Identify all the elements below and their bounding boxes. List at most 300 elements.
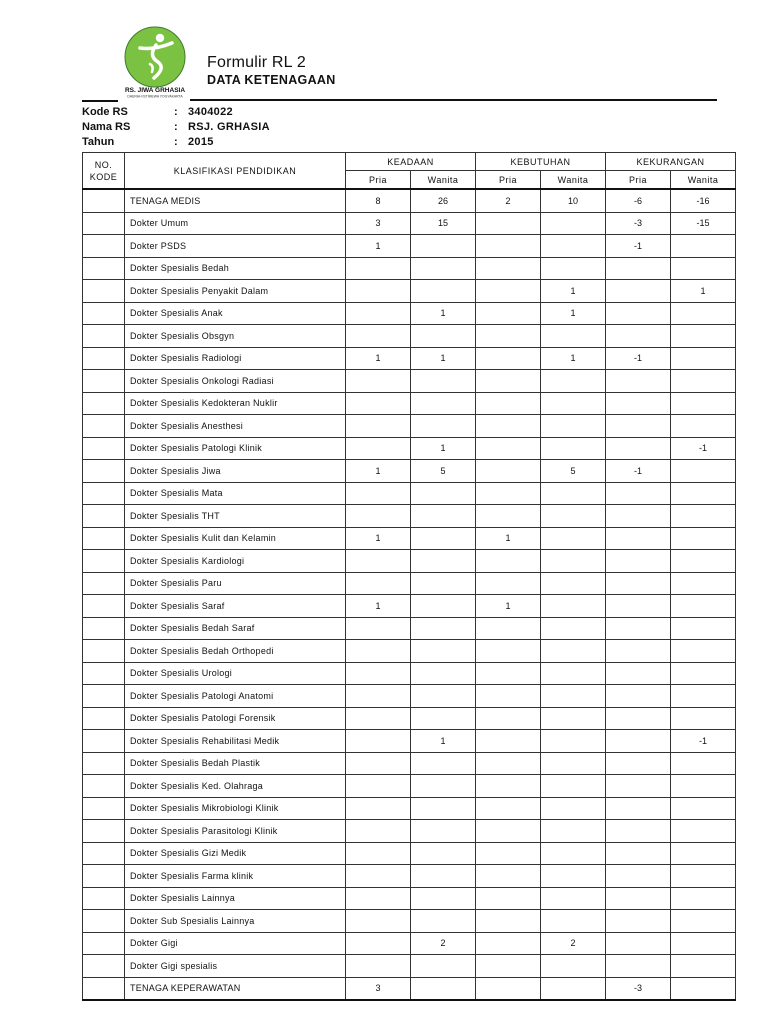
cell-kekurangan-pria: [606, 325, 671, 348]
cell-kekurangan-pria: [606, 617, 671, 640]
cell-kebutuhan-pria: 1: [476, 527, 541, 550]
cell-kode: [83, 572, 125, 595]
cell-keadaan-pria: [346, 865, 411, 888]
cell-klasifikasi: Dokter Spesialis Patologi Forensik: [125, 707, 346, 730]
cell-keadaan-pria: 3: [346, 212, 411, 235]
cell-kekurangan-pria: [606, 527, 671, 550]
header-kekurangan: KEKURANGAN: [606, 153, 736, 171]
cell-keadaan-wanita: [411, 617, 476, 640]
cell-keadaan-pria: [346, 257, 411, 280]
cell-kebutuhan-pria: [476, 730, 541, 753]
cell-klasifikasi: Dokter Spesialis Kardiologi: [125, 550, 346, 573]
cell-kode: [83, 865, 125, 888]
cell-kebutuhan-pria: [476, 460, 541, 483]
cell-klasifikasi: Dokter Spesialis Bedah Saraf: [125, 617, 346, 640]
cell-kekurangan-wanita: [671, 392, 736, 415]
cell-kebutuhan-pria: [476, 280, 541, 303]
cell-keadaan-pria: [346, 505, 411, 528]
table-row: [83, 775, 736, 798]
cell-kebutuhan-wanita: [541, 325, 606, 348]
cell-kebutuhan-wanita: 1: [541, 280, 606, 303]
table-row: [83, 595, 736, 618]
cell-kode: [83, 977, 125, 1000]
table-row: [83, 189, 736, 212]
cell-kekurangan-pria: [606, 865, 671, 888]
cell-keadaan-wanita: [411, 910, 476, 933]
cell-keadaan-pria: [346, 370, 411, 393]
cell-kebutuhan-pria: [476, 640, 541, 663]
cell-kode: [83, 550, 125, 573]
cell-kode: [83, 212, 125, 235]
cell-kebutuhan-pria: [476, 505, 541, 528]
header-no-kode: [83, 153, 125, 190]
cell-kebutuhan-wanita: [541, 842, 606, 865]
cell-kekurangan-pria: -3: [606, 977, 671, 1000]
cell-kekurangan-pria: -3: [606, 212, 671, 235]
cell-kode: [83, 910, 125, 933]
header-no-kode-label: NO. KODE: [89, 159, 118, 182]
cell-kekurangan-pria: [606, 550, 671, 573]
cell-klasifikasi: Dokter Spesialis Anak: [125, 302, 346, 325]
form-subtitle: DATA KETENAGAAN: [207, 73, 336, 87]
table-row: [83, 482, 736, 505]
cell-keadaan-pria: [346, 482, 411, 505]
cell-klasifikasi: Dokter Spesialis Saraf: [125, 595, 346, 618]
cell-kebutuhan-wanita: 10: [541, 189, 606, 212]
cell-kebutuhan-pria: 1: [476, 595, 541, 618]
cell-kekurangan-wanita: [671, 325, 736, 348]
cell-keadaan-pria: [346, 797, 411, 820]
cell-kekurangan-pria: [606, 482, 671, 505]
header-rule-left: [82, 100, 118, 102]
cell-kebutuhan-pria: [476, 550, 541, 573]
info-row-nama-rs: [82, 120, 270, 135]
cell-kebutuhan-wanita: [541, 572, 606, 595]
cell-kekurangan-wanita: [671, 347, 736, 370]
cell-kebutuhan-pria: [476, 437, 541, 460]
cell-klasifikasi: Dokter Spesialis Lainnya: [125, 887, 346, 910]
cell-kebutuhan-wanita: [541, 392, 606, 415]
cell-klasifikasi: Dokter Gigi spesialis: [125, 955, 346, 978]
cell-keadaan-wanita: [411, 887, 476, 910]
cell-kode: [83, 235, 125, 258]
cell-kekurangan-wanita: [671, 572, 736, 595]
cell-keadaan-wanita: [411, 415, 476, 438]
cell-kode: [83, 505, 125, 528]
cell-kode: [83, 775, 125, 798]
cell-keadaan-wanita: 1: [411, 730, 476, 753]
cell-kode: [83, 370, 125, 393]
cell-keadaan-wanita: 15: [411, 212, 476, 235]
cell-kode: [83, 730, 125, 753]
cell-kode: [83, 527, 125, 550]
cell-klasifikasi: Dokter Spesialis Urologi: [125, 662, 346, 685]
header-keadaan-pria: Pria: [346, 171, 411, 190]
cell-keadaan-pria: [346, 932, 411, 955]
table-row: [83, 235, 736, 258]
cell-kekurangan-wanita: [671, 910, 736, 933]
cell-kode: [83, 325, 125, 348]
header-klasifikasi: KLASIFIKASI PENDIDIKAN: [125, 153, 346, 190]
cell-kekurangan-wanita: [671, 887, 736, 910]
cell-kebutuhan-pria: [476, 977, 541, 1000]
header-kekurangan-pria: Pria: [606, 171, 671, 190]
cell-kode: [83, 820, 125, 843]
cell-klasifikasi: Dokter Spesialis Kulit dan Kelamin: [125, 527, 346, 550]
cell-kekurangan-wanita: [671, 685, 736, 708]
cell-kebutuhan-pria: [476, 572, 541, 595]
cell-kebutuhan-wanita: [541, 730, 606, 753]
table-row: [83, 257, 736, 280]
cell-klasifikasi: Dokter Spesialis Mikrobiologi Klinik: [125, 797, 346, 820]
cell-kekurangan-pria: [606, 437, 671, 460]
cell-klasifikasi: Dokter Spesialis Bedah Plastik: [125, 752, 346, 775]
table-row: [83, 347, 736, 370]
cell-klasifikasi: Dokter Spesialis Penyakit Dalam: [125, 280, 346, 303]
cell-kebutuhan-wanita: [541, 797, 606, 820]
cell-kekurangan-pria: -6: [606, 189, 671, 212]
cell-kebutuhan-pria: [476, 325, 541, 348]
cell-kekurangan-pria: [606, 707, 671, 730]
table-row: [83, 820, 736, 843]
cell-keadaan-pria: [346, 775, 411, 798]
info-row-tahun: [82, 134, 270, 149]
info-value: 3404022: [188, 106, 233, 119]
table-row: [83, 280, 736, 303]
cell-kebutuhan-wanita: [541, 955, 606, 978]
table-row: [83, 572, 736, 595]
cell-kebutuhan-pria: [476, 775, 541, 798]
staffing-table: [82, 152, 736, 1001]
form-header: [207, 54, 336, 87]
table-row: [83, 550, 736, 573]
cell-keadaan-pria: [346, 887, 411, 910]
cell-kekurangan-pria: [606, 685, 671, 708]
cell-kode: [83, 707, 125, 730]
cell-kekurangan-pria: [606, 640, 671, 663]
cell-keadaan-wanita: [411, 572, 476, 595]
cell-klasifikasi: Dokter Spesialis Onkologi Radiasi: [125, 370, 346, 393]
cell-kebutuhan-pria: [476, 842, 541, 865]
table-row: [83, 212, 736, 235]
hospital-logo: [118, 26, 192, 100]
info-colon: :: [174, 135, 178, 148]
cell-keadaan-pria: 3: [346, 977, 411, 1000]
cell-keadaan-wanita: 5: [411, 460, 476, 483]
cell-kekurangan-pria: [606, 752, 671, 775]
table-row: [83, 460, 736, 483]
cell-keadaan-wanita: [411, 797, 476, 820]
cell-keadaan-pria: [346, 955, 411, 978]
cell-kekurangan-pria: [606, 572, 671, 595]
cell-kode: [83, 662, 125, 685]
cell-keadaan-wanita: [411, 820, 476, 843]
cell-klasifikasi: Dokter Spesialis Obsgyn: [125, 325, 346, 348]
cell-kebutuhan-wanita: [541, 820, 606, 843]
table-row: [83, 640, 736, 663]
cell-kode: [83, 482, 125, 505]
cell-kekurangan-pria: [606, 797, 671, 820]
cell-keadaan-wanita: [411, 325, 476, 348]
cell-kebutuhan-wanita: [541, 550, 606, 573]
cell-kekurangan-wanita: [671, 662, 736, 685]
cell-kekurangan-wanita: [671, 302, 736, 325]
cell-kebutuhan-pria: [476, 685, 541, 708]
cell-keadaan-pria: [346, 392, 411, 415]
cell-kekurangan-wanita: [671, 617, 736, 640]
cell-kode: [83, 302, 125, 325]
cell-klasifikasi: Dokter Spesialis Kedokteran Nuklir: [125, 392, 346, 415]
cell-kebutuhan-pria: [476, 302, 541, 325]
cell-kebutuhan-wanita: [541, 595, 606, 618]
cell-keadaan-pria: [346, 752, 411, 775]
cell-kekurangan-pria: [606, 595, 671, 618]
cell-kekurangan-wanita: -1: [671, 437, 736, 460]
cell-keadaan-wanita: [411, 482, 476, 505]
cell-kebutuhan-wanita: [541, 865, 606, 888]
cell-kebutuhan-pria: [476, 707, 541, 730]
cell-kode: [83, 257, 125, 280]
cell-keadaan-wanita: [411, 685, 476, 708]
table-row: [83, 527, 736, 550]
cell-kebutuhan-pria: [476, 415, 541, 438]
table-row: [83, 887, 736, 910]
cell-keadaan-pria: [346, 325, 411, 348]
cell-kode: [83, 797, 125, 820]
cell-kekurangan-pria: [606, 842, 671, 865]
cell-keadaan-pria: 8: [346, 189, 411, 212]
cell-kebutuhan-wanita: [541, 527, 606, 550]
cell-kebutuhan-pria: 2: [476, 189, 541, 212]
cell-kebutuhan-pria: [476, 865, 541, 888]
cell-kekurangan-pria: -1: [606, 460, 671, 483]
table-row: [83, 977, 736, 1000]
table-row: [83, 392, 736, 415]
cell-kebutuhan-pria: [476, 887, 541, 910]
cell-kekurangan-wanita: [671, 707, 736, 730]
cell-kebutuhan-wanita: [541, 617, 606, 640]
cell-kode: [83, 347, 125, 370]
cell-kebutuhan-wanita: [541, 977, 606, 1000]
cell-klasifikasi: Dokter Spesialis Jiwa: [125, 460, 346, 483]
cell-klasifikasi: Dokter Spesialis Patologi Klinik: [125, 437, 346, 460]
cell-kode: [83, 392, 125, 415]
cell-kekurangan-wanita: [671, 797, 736, 820]
cell-kebutuhan-wanita: 1: [541, 302, 606, 325]
table-row: [83, 842, 736, 865]
cell-kebutuhan-wanita: [541, 910, 606, 933]
cell-kebutuhan-pria: [476, 212, 541, 235]
cell-kekurangan-pria: [606, 932, 671, 955]
cell-keadaan-pria: [346, 640, 411, 663]
cell-kebutuhan-pria: [476, 235, 541, 258]
cell-keadaan-wanita: [411, 977, 476, 1000]
cell-klasifikasi: Dokter Umum: [125, 212, 346, 235]
cell-keadaan-wanita: [411, 752, 476, 775]
cell-kebutuhan-wanita: [541, 707, 606, 730]
cell-keadaan-pria: [346, 730, 411, 753]
cell-kebutuhan-wanita: [541, 482, 606, 505]
cell-kekurangan-wanita: [671, 977, 736, 1000]
cell-keadaan-wanita: [411, 505, 476, 528]
table-row: [83, 415, 736, 438]
cell-keadaan-pria: [346, 280, 411, 303]
table-row: [83, 707, 736, 730]
header-kebutuhan-pria: Pria: [476, 171, 541, 190]
logo-tagline: DAERAH ISTIMEWA YOGYAKARTA: [127, 94, 183, 99]
cell-keadaan-pria: [346, 437, 411, 460]
info-value: RSJ. GRHASIA: [188, 121, 270, 134]
cell-klasifikasi: Dokter Spesialis Mata: [125, 482, 346, 505]
table-row: [83, 865, 736, 888]
cell-kebutuhan-wanita: [541, 437, 606, 460]
cell-klasifikasi: TENAGA MEDIS: [125, 189, 346, 212]
cell-klasifikasi: Dokter Spesialis Farma klinik: [125, 865, 346, 888]
cell-keadaan-pria: 1: [346, 460, 411, 483]
cell-kode: [83, 189, 125, 212]
table-row: [83, 685, 736, 708]
info-label: Kode RS: [82, 106, 128, 119]
cell-kekurangan-pria: [606, 775, 671, 798]
cell-keadaan-wanita: 1: [411, 302, 476, 325]
table-row: [83, 932, 736, 955]
cell-keadaan-wanita: [411, 527, 476, 550]
cell-kebutuhan-pria: [476, 910, 541, 933]
cell-kebutuhan-wanita: [541, 662, 606, 685]
table-row: [83, 370, 736, 393]
cell-kekurangan-pria: [606, 820, 671, 843]
cell-kekurangan-wanita: [671, 550, 736, 573]
cell-kekurangan-pria: [606, 392, 671, 415]
cell-kebutuhan-wanita: [541, 415, 606, 438]
cell-kebutuhan-wanita: [541, 212, 606, 235]
cell-kode: [83, 437, 125, 460]
cell-kekurangan-wanita: -15: [671, 212, 736, 235]
info-row-kode-rs: [82, 105, 270, 120]
cell-klasifikasi: Dokter Spesialis Anesthesi: [125, 415, 346, 438]
header-kekurangan-wanita: Wanita: [671, 171, 736, 190]
cell-kebutuhan-pria: [476, 797, 541, 820]
cell-keadaan-wanita: [411, 235, 476, 258]
hospital-info: [82, 105, 270, 149]
info-label: Tahun: [82, 135, 115, 148]
cell-kode: [83, 640, 125, 663]
cell-klasifikasi: Dokter Spesialis Patologi Anatomi: [125, 685, 346, 708]
cell-kekurangan-pria: [606, 730, 671, 753]
cell-klasifikasi: Dokter Gigi: [125, 932, 346, 955]
cell-kekurangan-pria: -1: [606, 235, 671, 258]
cell-kode: [83, 280, 125, 303]
cell-kekurangan-wanita: [671, 257, 736, 280]
cell-keadaan-pria: [346, 820, 411, 843]
cell-kekurangan-pria: [606, 415, 671, 438]
table-row: [83, 617, 736, 640]
cell-klasifikasi: Dokter Spesialis THT: [125, 505, 346, 528]
cell-keadaan-wanita: [411, 595, 476, 618]
cell-kekurangan-wanita: [671, 752, 736, 775]
table-row: [83, 752, 736, 775]
cell-kekurangan-wanita: [671, 370, 736, 393]
cell-kekurangan-wanita: -16: [671, 189, 736, 212]
table-row: [83, 955, 736, 978]
cell-kebutuhan-wanita: 5: [541, 460, 606, 483]
cell-keadaan-wanita: [411, 865, 476, 888]
form-title: Formulir RL 2: [207, 54, 306, 71]
header-kebutuhan: KEBUTUHAN: [476, 153, 606, 171]
cell-kode: [83, 415, 125, 438]
cell-kode: [83, 842, 125, 865]
cell-kebutuhan-pria: [476, 932, 541, 955]
info-value: 2015: [188, 135, 214, 148]
cell-kebutuhan-wanita: [541, 257, 606, 280]
cell-kekurangan-wanita: [671, 640, 736, 663]
cell-kebutuhan-pria: [476, 617, 541, 640]
cell-kebutuhan-wanita: [541, 235, 606, 258]
cell-klasifikasi: Dokter Spesialis Rehabilitasi Medik: [125, 730, 346, 753]
cell-kebutuhan-wanita: 1: [541, 347, 606, 370]
cell-keadaan-wanita: [411, 662, 476, 685]
cell-kekurangan-pria: [606, 955, 671, 978]
cell-keadaan-pria: 1: [346, 595, 411, 618]
info-colon: :: [174, 106, 178, 119]
cell-keadaan-wanita: [411, 550, 476, 573]
cell-kode: [83, 617, 125, 640]
cell-kebutuhan-pria: [476, 820, 541, 843]
cell-kode: [83, 685, 125, 708]
cell-kekurangan-wanita: [671, 932, 736, 955]
cell-keadaan-pria: 1: [346, 347, 411, 370]
cell-kebutuhan-pria: [476, 955, 541, 978]
cell-kekurangan-pria: [606, 280, 671, 303]
cell-keadaan-pria: [346, 910, 411, 933]
cell-kekurangan-wanita: [671, 527, 736, 550]
info-colon: :: [174, 121, 178, 134]
cell-keadaan-wanita: [411, 955, 476, 978]
cell-kekurangan-wanita: [671, 482, 736, 505]
cell-keadaan-wanita: [411, 370, 476, 393]
table-row: [83, 302, 736, 325]
table-header: [83, 153, 736, 190]
cell-kekurangan-wanita: [671, 865, 736, 888]
cell-keadaan-wanita: [411, 640, 476, 663]
cell-kebutuhan-pria: [476, 662, 541, 685]
cell-kekurangan-pria: [606, 910, 671, 933]
table-row: [83, 730, 736, 753]
cell-klasifikasi: Dokter PSDS: [125, 235, 346, 258]
table-row: [83, 325, 736, 348]
cell-keadaan-pria: [346, 550, 411, 573]
table-row: [83, 662, 736, 685]
cell-keadaan-pria: 1: [346, 235, 411, 258]
header-rule-right: [190, 99, 717, 101]
cell-kekurangan-wanita: [671, 415, 736, 438]
table-row: [83, 910, 736, 933]
table-row: [83, 797, 736, 820]
cell-keadaan-pria: [346, 302, 411, 325]
cell-keadaan-pria: [346, 842, 411, 865]
cell-klasifikasi: Dokter Spesialis Parasitologi Klinik: [125, 820, 346, 843]
cell-kebutuhan-pria: [476, 370, 541, 393]
cell-kebutuhan-pria: [476, 392, 541, 415]
cell-klasifikasi: TENAGA KEPERAWATAN: [125, 977, 346, 1000]
cell-kekurangan-pria: [606, 887, 671, 910]
cell-kekurangan-pria: [606, 662, 671, 685]
cell-keadaan-wanita: 1: [411, 437, 476, 460]
table-row: [83, 437, 736, 460]
cell-keadaan-pria: 1: [346, 527, 411, 550]
cell-kekurangan-wanita: [671, 235, 736, 258]
cell-kebutuhan-wanita: [541, 775, 606, 798]
